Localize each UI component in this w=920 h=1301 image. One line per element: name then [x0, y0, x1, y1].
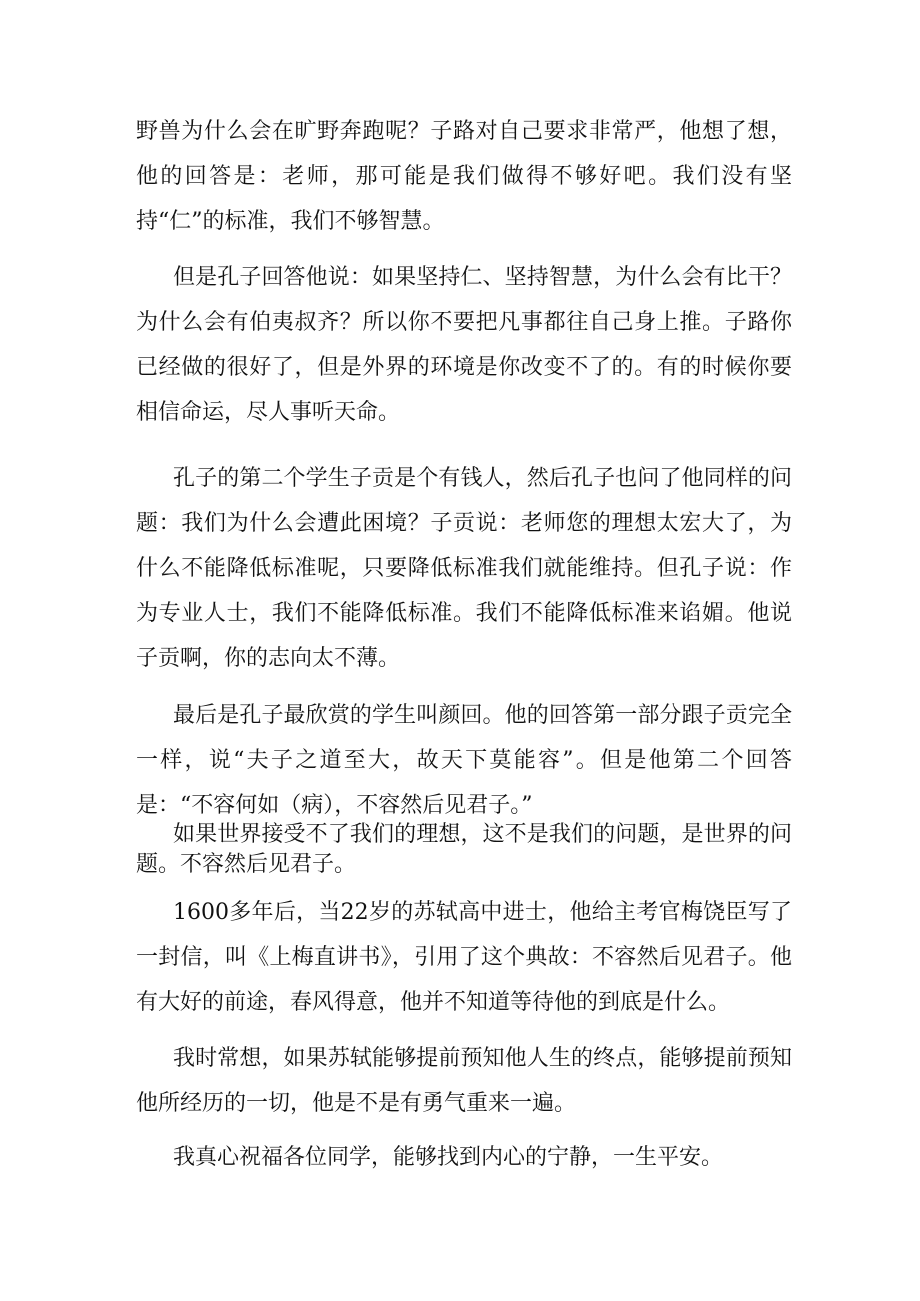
paragraph-6: 1600多年后，当22岁的苏轼高中进士，他给主考官梅饶臣写了一封信，叫《上梅直讲书》，引用了这个典故：不容然后见君子。他有大好的前途，春风得意，他并不知道等待他的到底是什么。: [136, 900, 792, 1015]
paragraph-1: 野兽为什么会在旷野奔跑呢？子路对自己要求非常严，他想了想，他的回答是：老师，那可能是我们做得不够好吧。我们没有坚持“仁”的标准，我们不够智慧。: [136, 119, 792, 234]
paragraph-3: 孔子的第二个学生子贡是个有钱人，然后孔子也问了他同样的问题：我们为什么会遭此困境？子贡说：老师您的理想太宏大了，为什么不能降低标准呢，只要降低标准我们就能维持。但孔子说：作为专业人士，我们不能降低标准。我们不能降低标准来谄媚。他说子贡啊，你的志向太不薄。: [136, 466, 792, 671]
paragraph-8: 我真心祝福各位同学，能够找到内心的宁静，一生平安。: [173, 1145, 724, 1170]
paragraph-7: 我时常想，如果苏轼能够提前预知他人生的终点，能够提前预知他所经历的一切，他是不是有勇气重来一遍。: [136, 1046, 792, 1116]
paragraph-5: 如果世界接受不了我们的理想，这不是我们的问题，是世界的问题。不容然后见君子。: [136, 822, 792, 877]
paragraph-2: 但是孔子回答他说：如果坚持仁、坚持智慧，为什么会有比干？为什么会有伯夷叔齐？所以你不要把凡事都往自己身上推。子路你已经做的很好了，但是外界的环境是你改变不了的。有的时候你要相信命运，尽人事听天命。: [136, 265, 792, 425]
paragraph-4: 最后是孔子最欣赏的学生叫颜回。他的回答第一部分跟子贡完全一样，说“夫子之道至大，故天下莫能容”。但是他第二个回答是：“不容何如（病），不容然后见君子。”: [136, 703, 792, 818]
